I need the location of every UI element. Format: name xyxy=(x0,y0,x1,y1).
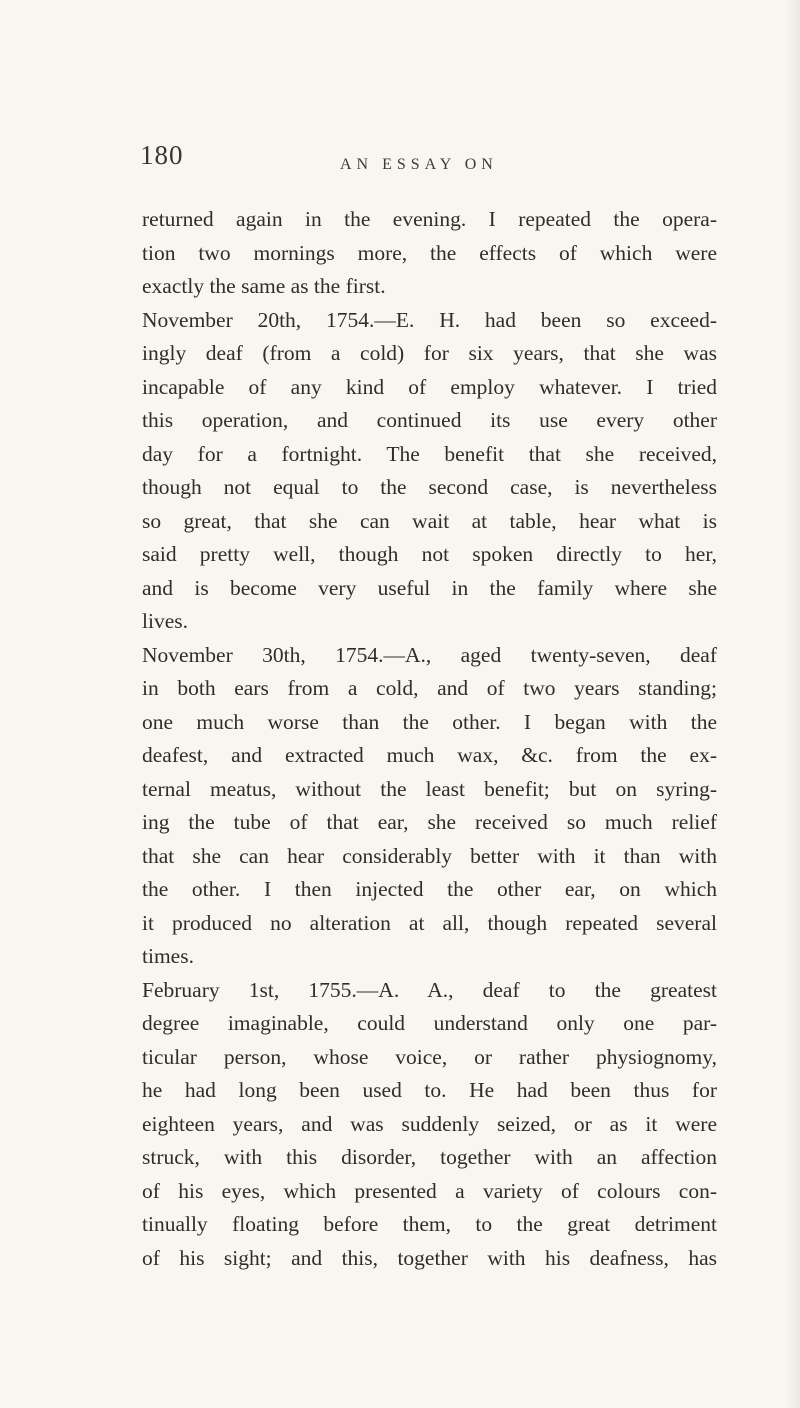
text-line: February 1st, 1755.—A. A., deaf to the greatest xyxy=(142,977,717,1002)
text-line: of his eyes, which presented a variety of colours con- xyxy=(142,1178,717,1203)
text-line: November 20th, 1754.—E. H. had been so exceed- xyxy=(142,307,717,332)
page-number: 180 xyxy=(140,140,184,170)
text-line: ing the tube of that ear, she received so much relief xyxy=(142,810,717,834)
text-line: one much worse than the other. I began with the xyxy=(142,709,717,734)
text-line: incapable of any kind of employ whatever. I tried xyxy=(142,374,717,399)
text-line: that she can hear considerably better with it than with xyxy=(142,843,717,868)
text-line: so great, that she can wait at table, hear what is xyxy=(142,508,717,533)
text-line: tion two mornings more, the effects of which were xyxy=(142,240,717,265)
text-line: returned again in the evening. I repeated the opera- xyxy=(142,207,717,231)
running-head: AN ESSAY ON xyxy=(340,156,498,173)
text-line: he had long been used to. He had been thus for xyxy=(142,1078,717,1102)
text-line: ticular person, whose voice, or rather physiognomy, xyxy=(142,1044,717,1069)
text-line: November 30th, 1754.—A., aged twenty-seven, deaf xyxy=(142,642,717,667)
text-line: eighteen years, and was suddenly seized, or as it were xyxy=(142,1111,717,1136)
text-line: lives. xyxy=(142,609,188,633)
text-line: said pretty well, though not spoken directly to her, xyxy=(142,542,717,566)
text-line: this operation, and continued its use every other xyxy=(142,408,717,432)
text-line: in both ears from a cold, and of two years standing; xyxy=(142,676,717,700)
text-line: times. xyxy=(142,944,194,968)
text-line: though not equal to the second case, is nevertheless xyxy=(142,475,717,499)
text-line: it produced no alteration at all, though repeated several xyxy=(142,910,717,935)
page-edge-shadow xyxy=(786,0,800,1408)
text-line: exactly the same as the first. xyxy=(142,274,386,298)
text-line: degree imaginable, could understand only one par- xyxy=(142,1011,717,1035)
text-line: tinually floating before them, to the great detriment xyxy=(142,1212,717,1236)
text-line: the other. I then injected the other ear, on which xyxy=(142,877,717,901)
text-line: struck, with this disorder, together with an affection xyxy=(142,1145,717,1169)
text-line: ternal meatus, without the least benefit; but on syring- xyxy=(142,776,717,801)
text-line: of his sight; and this, together with his deafness, has xyxy=(142,1245,717,1270)
text-line: deafest, and extracted much wax, &c. from the ex- xyxy=(142,743,717,767)
body-text xyxy=(142,203,717,1275)
text-line: day for a fortnight. The benefit that she received, xyxy=(142,441,717,466)
text-line: ingly deaf (from a cold) for six years, that she was xyxy=(142,341,717,365)
text-line: and is become very useful in the family where she xyxy=(142,575,717,600)
